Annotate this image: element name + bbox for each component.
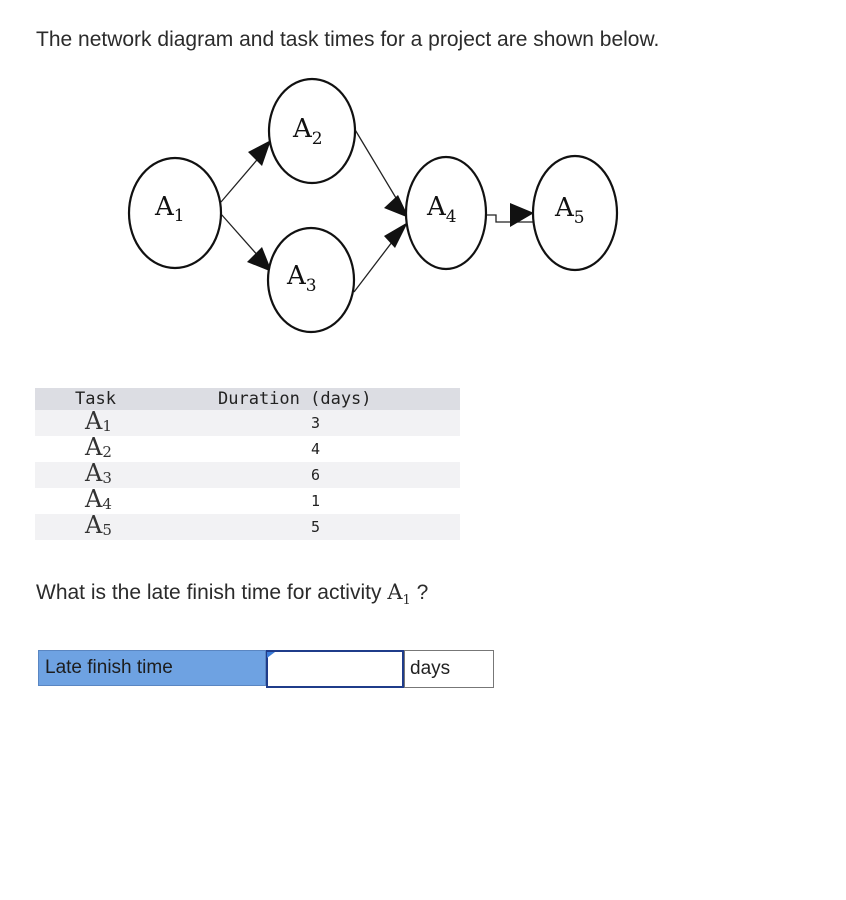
arrowhead-a5 (510, 203, 534, 227)
task-name: $A_4$ (85, 485, 112, 513)
late-finish-label: Late finish time (38, 650, 266, 686)
task-duration: 1 (311, 492, 321, 510)
late-finish-input[interactable] (266, 650, 404, 688)
unit-label: days (404, 650, 494, 688)
network-diagram (0, 0, 846, 360)
question-intro: The network diagram and task times for a project are shown below. (36, 28, 660, 51)
task-duration-table (35, 388, 460, 540)
task-duration: 4 (311, 440, 321, 458)
task-duration: 6 (311, 466, 321, 484)
task-duration: 5 (311, 518, 321, 536)
node-a4-label: $A_4$ (427, 192, 457, 227)
task-duration: 3 (311, 414, 321, 432)
task-name: $A_5$ (85, 511, 112, 539)
node-a1-label: $A_1$ (155, 192, 185, 226)
question-activity: $A_1$ (387, 580, 411, 609)
task-name: $A_3$ (85, 459, 112, 487)
node-a3-label: $A_3$ (287, 261, 317, 296)
answer-row (38, 650, 494, 688)
arrowhead-a4-bottom (384, 222, 408, 248)
question-prompt (36, 580, 428, 608)
node-a5-label: $A_5$ (555, 193, 585, 228)
node-a2-label: $A_2$ (293, 114, 323, 149)
input-flag-icon (267, 652, 275, 658)
header-task: Task (75, 389, 116, 409)
question-mark: ? (410, 581, 429, 604)
header-duration: Duration (days) (218, 389, 372, 409)
arrowhead-a2 (248, 140, 271, 166)
task-name: $A_1$ (85, 407, 112, 435)
table-row (35, 511, 460, 540)
question-text: What is the late finish time for activity (36, 581, 382, 604)
task-name: $A_2$ (85, 433, 112, 461)
